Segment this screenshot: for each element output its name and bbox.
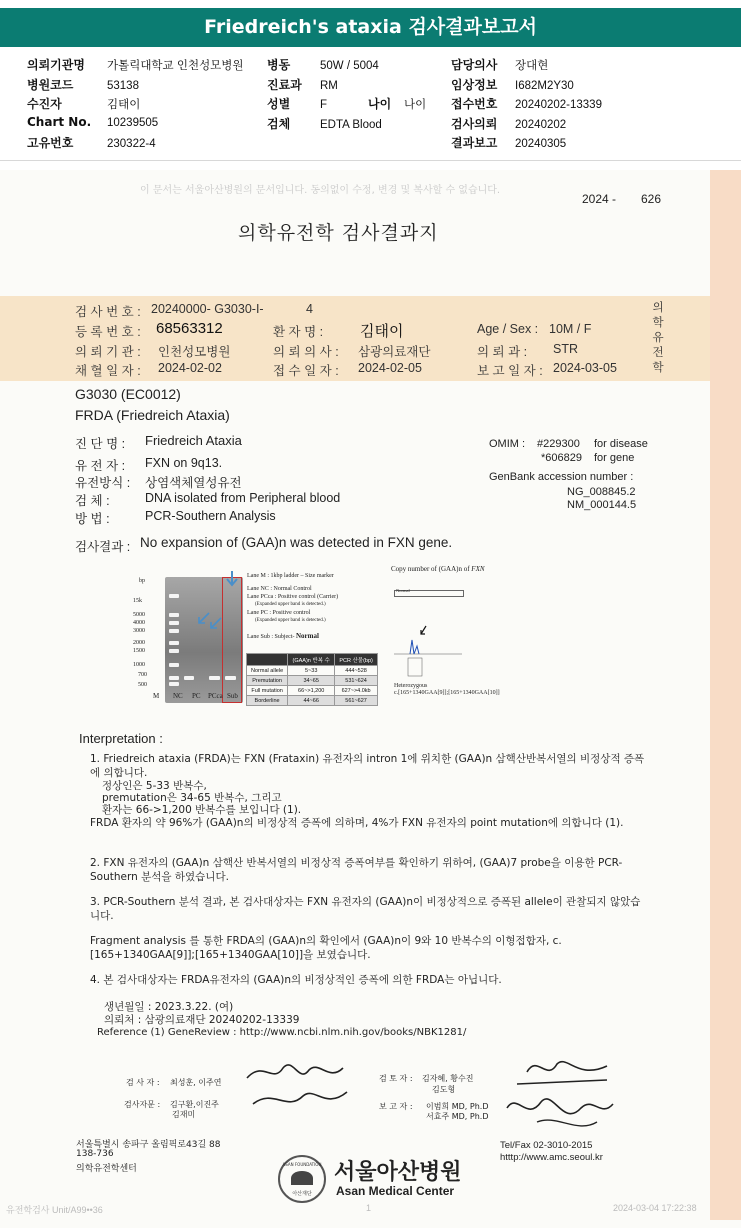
diag-label: 진 단 명 :	[75, 437, 126, 451]
omim-disease-note: for disease	[594, 438, 648, 450]
reg-no-label: 등 록 번 호 :	[75, 325, 141, 339]
address-line: 서울특별시 송파구 올림픽로43길 88	[76, 1140, 221, 1150]
interp-para: 2. FXN 유전자의 (GAA)n 삼핵산 반복서열의 비정상적 증폭여부를 확인하기 위하여, (GAA)7 probe을 이용한 PCR-Southern 분석을 하였습니다.	[90, 857, 623, 883]
lane-label: Sub	[227, 692, 238, 700]
gel-band	[209, 676, 220, 680]
reporter-label: 보 고 자 :	[379, 1102, 413, 1111]
report-title: Friedreich's ataxia 검사결과보고서	[0, 8, 741, 47]
footer-page: 1	[366, 1203, 372, 1213]
legend-line: (Expanded upper band is detected.)	[255, 618, 326, 623]
address-line: 138-736	[76, 1149, 114, 1159]
gel-band	[169, 621, 179, 625]
reviewer-names-2: 김도형	[432, 1085, 456, 1094]
divider	[0, 160, 741, 161]
ladder-label: 500	[138, 682, 147, 688]
ladder-label: 4000	[133, 620, 145, 626]
omim-disease: #229300	[537, 438, 580, 450]
interp-para: FRDA 환자의 약 96%가 (GAA)n의 비정상적 증폭에 의하며, 4%가 FXN 유전자의 point mutation에 의합니다 (1).	[90, 817, 624, 829]
header-field: 임상정보 I682M2Y30	[451, 78, 574, 92]
omim-label: OMIM :	[489, 438, 526, 450]
gaa-repeat-table	[246, 653, 378, 706]
tester-label: 검 사 자 :	[126, 1078, 160, 1087]
birth-date: 생년월일 : 2023.3.22. (여)	[104, 1001, 234, 1013]
ladder-label: 1000	[133, 662, 145, 668]
legend-line: Lane PCca : Positive control (Carrier)	[247, 594, 339, 600]
table-header: (GAA)n 반복 수 PCR 산물(bp)	[247, 654, 378, 666]
patient-label: 환 자 명 :	[273, 325, 324, 339]
bp-label: bp	[139, 578, 145, 584]
interp-para: 1. Friedreich ataxia (FRDA)는 FXN (Frataxin) 유전자의 intron 1에 위치한 (GAA)n 삼핵산반복서열의 비정상적 증폭에 의합니다.	[90, 753, 645, 779]
req-dept: STR	[553, 342, 578, 356]
header-field: 의뢰기관명 가톨릭대학교 인천성모병원	[27, 58, 244, 72]
method-label: 방 법 :	[75, 512, 110, 526]
test-code: G3030 (EC0012)	[75, 386, 181, 402]
interp-line: premutation은 34-65 반복수, 그리고	[102, 792, 282, 804]
doc-number: 626	[641, 192, 662, 206]
diag: Friedreich Ataxia	[145, 433, 242, 448]
test-name: FRDA (Friedreich Ataxia)	[75, 407, 230, 423]
header-field: 성별 F 나이 나이	[267, 97, 427, 111]
lane-label: M	[153, 692, 160, 700]
requester: 의뢰처 : 삼광의료재단 20240202-13339	[104, 1014, 300, 1026]
table-row: Borderline 44~66 561~627	[247, 696, 378, 706]
hospital-name-en: Asan Medical Center	[336, 1184, 455, 1198]
normal-tag: Normal	[396, 588, 410, 593]
footer-timestamp: 2024-03-04 17:22:38	[613, 1203, 697, 1213]
header-field: 고유번호 230322-4	[27, 136, 156, 150]
subject-lane-highlight	[222, 577, 242, 703]
inherit-label: 유전방식 :	[75, 476, 131, 490]
header-field: 접수번호 20240202-13339	[451, 97, 602, 111]
report-label: 보 고 일 자 :	[477, 364, 543, 378]
header-field: 결과보고 20240305	[451, 136, 567, 150]
reviewer-label: 검 토 자 :	[379, 1074, 413, 1083]
lane-label: PC	[192, 692, 201, 700]
ladder-label: 700	[138, 672, 147, 678]
header-field: 진료과 RM	[267, 78, 338, 92]
website: htttp://www.amc.seoul.kr	[500, 1152, 603, 1163]
ladder-label: 3000	[133, 628, 145, 634]
gel-band	[169, 594, 179, 598]
age-sex-label: Age / Sex :	[477, 322, 539, 336]
tester-names: 최성훈, 이주연	[170, 1078, 222, 1087]
interp-line: 정상인은 5-33 반복수,	[102, 780, 207, 792]
header-field: Chart No. 10239505	[27, 115, 159, 129]
omim-gene: *606829	[541, 452, 582, 464]
footer-unit: 유전학검사 Unit/A99••36	[6, 1205, 103, 1215]
reg-no: 68563312	[156, 320, 223, 337]
interp-para: Fragment analysis 를 통한 FRDA의 (GAA)n의 확인에서 (GAA)n이 9와 10 반복수의 이형접합자, c.[165+1340GAA[9]];[165+1340GAA[10]]을 보였습니다.	[90, 935, 562, 961]
gene: FXN on 9q13.	[145, 456, 223, 470]
header-field: 병원코드 53138	[27, 78, 139, 92]
receive-label: 접 수 일 자 :	[273, 364, 339, 378]
legend-line: Lane Sub : Subject- Normal	[247, 632, 319, 640]
specimen-label: 검 체 :	[75, 494, 110, 508]
doc-year: 2024 -	[582, 192, 617, 206]
report-date: 2024-03-05	[553, 361, 617, 375]
ladder-label: 2000	[133, 640, 145, 646]
legend-line: Lane NC : Normal Control	[247, 586, 312, 592]
tel-fax: Tel/Fax 02-3010-2015	[500, 1140, 593, 1151]
interp-title: Interpretation :	[79, 731, 163, 746]
req-dept-label: 의 뢰 과 :	[477, 345, 528, 359]
gel-band	[169, 676, 179, 680]
gel-band	[169, 663, 179, 667]
header-field: 병동 50W / 5004	[267, 58, 379, 72]
asan-logo-icon: ASAN FOUNDATION 아산재단	[278, 1155, 326, 1203]
result-text: No expansion of (GAA)n was detected in FXN gene.	[140, 535, 453, 550]
interp-para: 4. 본 검사대상자는 FRDA유전자의 (GAA)n의 비정상적인 증폭에 의한 FRDA는 아닙니다.	[90, 974, 502, 986]
supervisor-names: 김구환,이진주	[170, 1100, 219, 1109]
interp-line: 환자는 66->1,200 반복수를 보입니다 (1).	[102, 804, 302, 816]
table-row: Normal allele 5~33 444~528	[247, 666, 378, 676]
copy-number-title: Copy number of (GAA)n of FXN	[391, 565, 485, 573]
ladder-label: 1500	[133, 648, 145, 654]
arrow-icon	[208, 617, 222, 631]
signature-image	[497, 1052, 617, 1142]
legend-line: Lane M : 1kbp ladder – Size marker	[247, 573, 334, 579]
gel-band	[184, 676, 194, 680]
inherit: 상염색체열성유전	[145, 476, 242, 490]
method: PCR-Southern Analysis	[145, 509, 276, 523]
genbank-1: NG_008845.2	[567, 486, 636, 498]
doc-title: 의학유전학 검사결과지	[238, 222, 439, 244]
req-inst: 인천성모병원	[158, 345, 231, 359]
reviewer-names: 김자혜, 황수진	[422, 1074, 474, 1083]
table-row: Full mutation 66~>1,200 627~>4.0kb	[247, 686, 378, 696]
interp-para: 3. PCR-Southern 분석 결과, 본 검사대상자는 FXN 유전자의 (GAA)n이 비정상적으로 증폭된 allele이 관찰되지 않았습니다.	[90, 896, 641, 922]
gel-band	[169, 682, 179, 686]
electropherogram-subject	[390, 618, 466, 680]
lane-label: PCca	[208, 692, 223, 700]
genbank-2: NM_000144.5	[567, 499, 637, 511]
receive-date: 2024-02-05	[358, 361, 422, 375]
exam-no-suffix: 4	[306, 302, 313, 316]
reporter-1: 이범희 MD, Ph.D	[426, 1102, 489, 1111]
reference: Reference (1) GeneReview : http://www.ncbi.nlm.nih.gov/books/NBK1281/	[97, 1027, 467, 1038]
header-field: 검사의뢰 20240202	[451, 117, 567, 131]
supervisor-label: 검사자문 :	[124, 1100, 161, 1109]
header-field: 담당의사 장대현	[451, 58, 549, 72]
gene-label: 유 전 자 :	[75, 459, 126, 473]
result-label: 검사결과 :	[75, 540, 131, 554]
legend-line: Lane PC : Positive control	[247, 610, 311, 616]
age-sex: 10M / F	[549, 322, 592, 336]
table-row: Premutation 34~65 531~624	[247, 676, 378, 686]
gel-band	[169, 649, 179, 653]
req-inst-label: 의 뢰 기 관 :	[75, 345, 141, 359]
gel-band	[169, 629, 179, 633]
ladder-label: 15k	[133, 598, 142, 604]
address-line: 의학유전학센터	[76, 1164, 137, 1174]
header-field: 수진자 김태이	[27, 97, 141, 111]
specimen: DNA isolated from Peripheral blood	[145, 491, 341, 505]
exam-no-label: 검 사 번 호 :	[75, 305, 141, 319]
collect-date: 2024-02-02	[158, 361, 222, 375]
hospital-name-ko: 서울아산병원	[334, 1160, 462, 1185]
vertical-dept-label: 의학유전학	[652, 300, 664, 374]
collect-label: 채 혈 일 자 :	[75, 364, 141, 378]
req-doc-label: 의 뢰 의 사 :	[273, 345, 339, 359]
gel-band	[169, 613, 179, 617]
signature-image	[243, 1058, 353, 1118]
ladder-label: 5000	[133, 612, 145, 618]
arrow-down-icon	[224, 570, 240, 590]
header-field: 검체 EDTA Blood	[267, 117, 382, 131]
supervisor-names-2: 김재미	[172, 1110, 196, 1119]
heterozygous-label: Heterozygous	[394, 683, 428, 689]
scan-paper-edge	[710, 170, 741, 1220]
lane-label: NC	[173, 692, 183, 700]
legend-line: (Expanded upper band is detected.)	[255, 602, 326, 607]
omim-gene-note: for gene	[594, 452, 635, 464]
genotype-label: c.[165+1340GAA[9]];[165+1340GAA[10]]	[394, 690, 500, 696]
req-doc: 삼광의료재단	[358, 345, 431, 359]
genbank-label: GenBank accession number :	[489, 471, 634, 483]
gel-band	[169, 641, 179, 645]
patient-name: 김태이	[360, 323, 404, 340]
watermark-text: 이 문서는 서울아산병원의 문서입니다. 동의없이 수정, 변경 및 복사할 수 없습니다.	[140, 185, 501, 196]
reporter-2: 서효주 MD, Ph.D	[426, 1112, 489, 1121]
exam-no: 20240000- G3030-I-	[151, 302, 264, 316]
